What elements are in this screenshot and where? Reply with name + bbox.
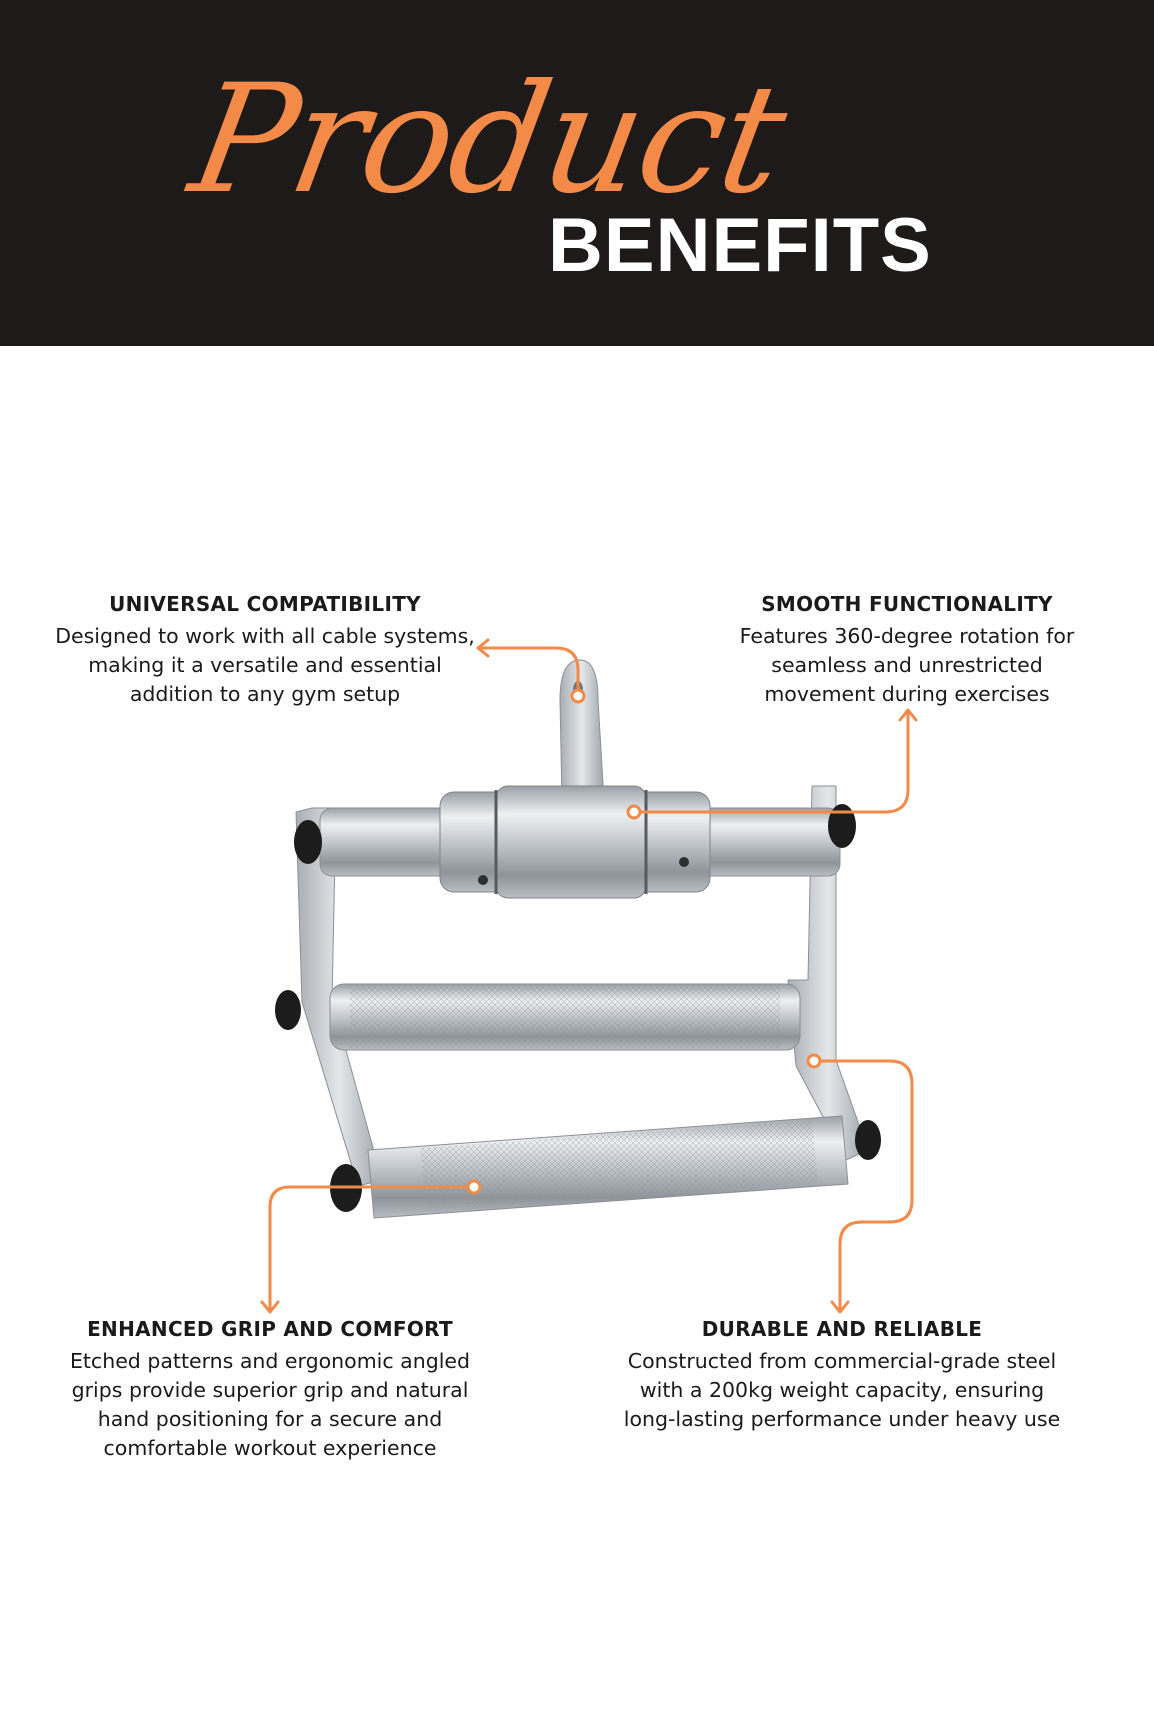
benefit-line: making it a versatile and essential	[88, 653, 442, 677]
bottom-grip-bar	[330, 1116, 881, 1218]
benefit-line: long-lasting performance under heavy use	[623, 1407, 1061, 1431]
top-swivel-bar	[294, 786, 856, 898]
callout-dot-universal	[572, 690, 584, 702]
benefit-universal-compatibility	[40, 592, 490, 709]
middle-grip-bar	[275, 984, 800, 1050]
callout-dot-durable	[808, 1055, 820, 1067]
header-script-title: Product	[179, 53, 797, 227]
benefit-smooth-functionality	[700, 592, 1114, 709]
benefit-line: Designed to work with all cable systems,	[55, 624, 475, 648]
benefit-durable-reliable	[612, 1317, 1072, 1434]
benefit-line: Etched patterns and ergonomic angled	[69, 1349, 471, 1373]
benefit-line: hand positioning for a secure and	[97, 1407, 443, 1431]
benefit-line: grips provide superior grip and natural	[71, 1378, 469, 1402]
cable-mount-tab	[560, 660, 604, 800]
benefit-line: with a 200kg weight capacity, ensuring	[639, 1378, 1045, 1402]
benefit-title: ENHANCED GRIP AND COMFORT	[87, 1317, 453, 1341]
benefit-line: Features 360-degree rotation for	[739, 624, 1075, 648]
benefit-line: seamless and unrestricted	[771, 653, 1043, 677]
benefit-enhanced-grip	[50, 1317, 490, 1463]
benefit-title: UNIVERSAL COMPATIBILITY	[109, 592, 421, 616]
header-bold-title: BENEFITS	[548, 203, 932, 288]
benefit-line: addition to any gym setup	[129, 682, 401, 706]
callout-dot-smooth	[628, 806, 640, 818]
benefit-line: comfortable workout experience	[103, 1436, 437, 1460]
callout-dot-grip	[468, 1181, 480, 1193]
benefit-title: DURABLE AND RELIABLE	[701, 1317, 983, 1341]
benefit-line: movement during exercises	[764, 682, 1050, 706]
benefit-title: SMOOTH FUNCTIONALITY	[761, 592, 1053, 616]
benefit-line: Constructed from commercial-grade steel	[627, 1349, 1057, 1373]
